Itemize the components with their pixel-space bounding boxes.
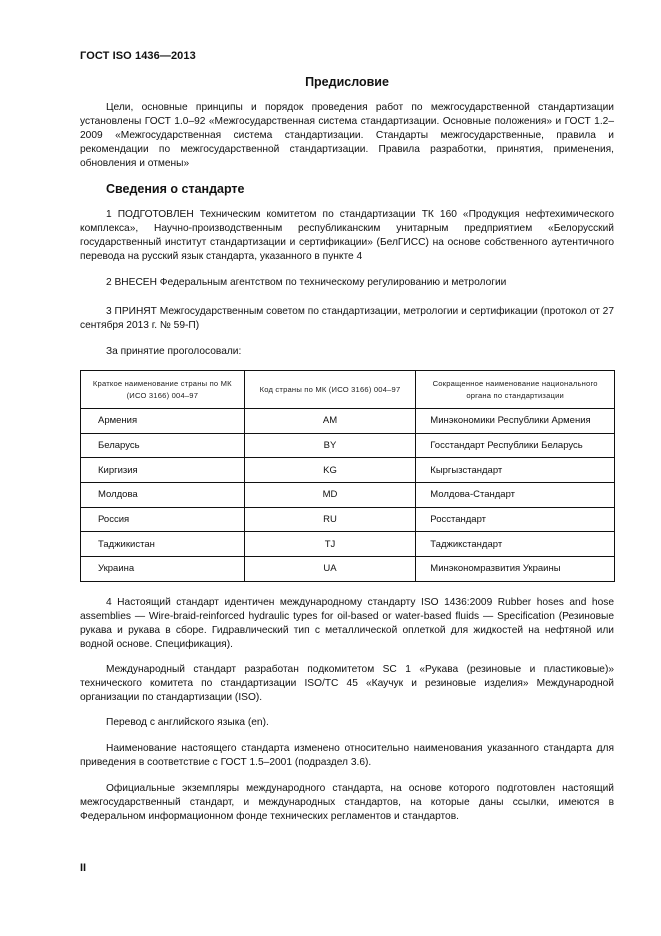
header-country-name: Краткое наименование страны по МК (ИСО 3166) 004–97 (81, 371, 245, 409)
header-country-code: Код страны по МК (ИСО 3166) 004–97 (244, 371, 416, 409)
table-header-row (81, 371, 615, 409)
country-code: AM (244, 409, 416, 434)
country-name: Украина (81, 557, 245, 582)
country-code: TJ (244, 532, 416, 557)
voting-table (80, 370, 615, 582)
country-code: UA (244, 557, 416, 582)
document-id: ГОСТ ISO 1436—2013 (80, 50, 196, 62)
country-name: Армения (81, 409, 245, 434)
translation-paragraph: Перевод с английского языка (en). (106, 717, 269, 728)
national-body: Росстандарт (416, 507, 615, 532)
info-section-title: Сведения о стандарте (106, 182, 245, 196)
table-row (81, 458, 615, 483)
table-row (81, 409, 615, 434)
name-change-paragraph: Наименование настоящего стандарта изменено относительно наименования указанного стандарта для приведения в соответствие с ГОСТ 1.5–2001 (подраздел 3.6). (80, 743, 614, 768)
foreword-title: Предисловие (305, 75, 389, 89)
info-item-1: 1 ПОДГОТОВЛЕН Техническим комитетом по стандартизации ТК 160 «Продукция нефтехимического комплекса», Научно-производственным республиканским унитарным предприятием «Белорусский государственный институт стандартизации и сертификации» (БелГИСС) на основе собственного аутентичного перевода на русский язык стандарта, указанного в пункте 4 (80, 209, 614, 262)
national-body: Молдова-Стандарт (416, 483, 615, 508)
intl-standard-paragraph: Международный стандарт разработан подкомитетом SC 1 «Рукава (резиновые и пластиковые)» технического комитета по стандартизации ISO/TC 45 «Каучук и резиновые изделия» Международной организации по стандартизации (ISO). (80, 664, 614, 703)
table-row (81, 507, 615, 532)
national-body: Госстандарт Республики Беларусь (416, 433, 615, 458)
table-row (81, 483, 615, 508)
country-code: RU (244, 507, 416, 532)
country-code: MD (244, 483, 416, 508)
country-name: Молдова (81, 483, 245, 508)
country-name: Беларусь (81, 433, 245, 458)
country-name: Киргизия (81, 458, 245, 483)
country-code: KG (244, 458, 416, 483)
table-row (81, 532, 615, 557)
table-row (81, 433, 615, 458)
foreword-paragraph: Цели, основные принципы и порядок проведения работ по межгосударственной стандартизации установлены ГОСТ 1.0–92 «Межгосударственная система стандартизации. Основные положения» и ГОСТ 1.2–2009 «Межгосударственная система стандартизации. Стандарты межгосударственные, правила и рекомендации по межгосударственной стандартизации. Правила разработки, принятия, применения, обновления и отмены» (80, 102, 614, 169)
official-copies-paragraph: Официальные экземпляры международного стандарта, на основе которого подготовлен настоящий межгосударственный стандарт, и международных стандартов, на которые даны ссылки, имеются в Федеральном информационном фонде технических регламентов и стандартов. (80, 783, 614, 822)
country-name: Таджикистан (81, 532, 245, 557)
vote-intro: За принятие проголосовали: (106, 346, 242, 357)
national-body: Минэкономразвития Украины (416, 557, 615, 582)
info-item-3: 3 ПРИНЯТ Межгосударственным советом по стандартизации, метрологии и сертификации (протокол от 27 сентября 2013 г. № 59-П) (80, 306, 614, 331)
national-body: Минэкономики Республики Армения (416, 409, 615, 434)
national-body: Таджикстандарт (416, 532, 615, 557)
info-item-2: 2 ВНЕСЕН Федеральным агентством по техническому регулированию и метрологии (106, 277, 507, 288)
page-number: II (80, 862, 87, 874)
table-row (81, 557, 615, 582)
info-item-4: 4 Настоящий стандарт идентичен международному стандарту ISO 1436:2009 Rubber hoses and hose assemblies — Wire-braid-reinforced hydraulic types for oil-based or water-based fluids — Specification (Резиновые рукава и рукава в сборе. Гидравлический тип с металлической оплеткой для жидкостей на нефтяной или водной основе. Спецификация). (80, 597, 614, 650)
header-national-body: Сокращенное наименование национального органа по стандартизации (416, 371, 615, 409)
country-code: BY (244, 433, 416, 458)
country-name: Россия (81, 507, 245, 532)
national-body: Кыргызстандарт (416, 458, 615, 483)
